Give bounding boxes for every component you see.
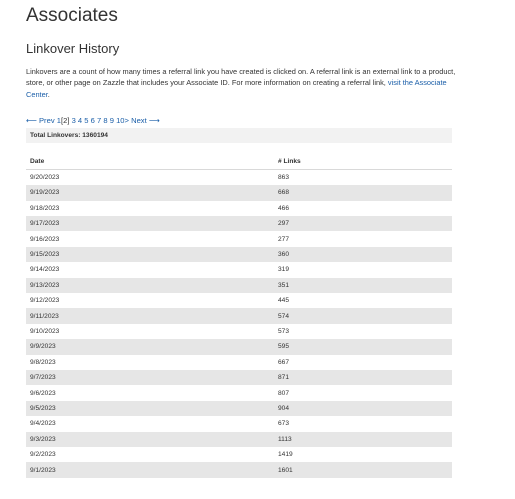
table-row — [26, 447, 452, 462]
page-numbers — [57, 116, 129, 125]
page-link-7[interactable]: 7 — [97, 115, 102, 125]
cell-links: 1601 — [274, 462, 452, 477]
cell-date: 9/11/2023 — [26, 308, 274, 323]
table-row — [26, 293, 452, 308]
table-row — [26, 370, 452, 385]
table-row — [26, 339, 452, 354]
total-linkovers: Total Linkovers: 1360194 — [26, 128, 452, 143]
prev-page-link[interactable]: ⟵ Prev — [26, 115, 55, 125]
cell-date: 9/5/2023 — [26, 401, 274, 416]
cell-date: 9/20/2023 — [30, 174, 60, 182]
page-link-4[interactable]: 4 — [77, 115, 83, 125]
cell-links: 595 — [274, 339, 452, 354]
cell-links: 445 — [278, 297, 290, 305]
table-body — [26, 169, 452, 477]
page-link-5[interactable]: 5 — [84, 115, 89, 125]
table-row — [26, 308, 452, 323]
table-row — [26, 201, 452, 216]
cell-date: 9/12/2023 — [30, 297, 60, 305]
cell-date: 9/4/2023 — [30, 420, 56, 428]
cell-date: 9/6/2023 — [30, 389, 56, 397]
cell-date: 9/15/2023 — [26, 247, 274, 262]
cell-links: 673 — [278, 420, 290, 428]
section-title: Linkover History — [26, 41, 120, 56]
associate-center-link[interactable]: visit the Associate Center — [26, 78, 447, 99]
cell-date: 9/10/2023 — [30, 327, 60, 335]
description-end: . — [47, 89, 50, 99]
current-page: [2] — [60, 115, 70, 125]
cell-date: 9/14/2023 — [30, 266, 60, 274]
cell-links: 360 — [274, 247, 452, 262]
cell-links: 863 — [278, 174, 290, 182]
page-link-6[interactable]: 6 — [90, 115, 95, 125]
description-body: Linkovers are a count of how many times a referral link you have created is clicked on. A referral link is an external link to a product, store, or other page on Zazzle that includes your Associate ID. For more information on creating a referral link, — [26, 67, 456, 88]
header-links: # Links — [274, 154, 452, 170]
cell-links: 466 — [278, 204, 290, 212]
cell-date: 9/3/2023 — [26, 432, 274, 447]
table-row — [26, 216, 452, 231]
table-row — [26, 401, 452, 416]
cell-date: 9/8/2023 — [30, 358, 56, 366]
table-row — [26, 169, 452, 185]
table-row — [26, 355, 452, 370]
table-row — [26, 278, 452, 293]
table-row — [26, 324, 452, 339]
cell-date: 9/7/2023 — [26, 370, 274, 385]
cell-date: 9/17/2023 — [26, 216, 274, 231]
cell-links: 573 — [278, 327, 290, 335]
table-row — [26, 416, 452, 431]
page-link-10[interactable]: 10> — [116, 115, 129, 125]
cell-links: 667 — [278, 358, 290, 366]
cell-date: 9/16/2023 — [30, 235, 60, 243]
page-link-3[interactable]: 3 — [71, 115, 76, 125]
table-row — [26, 185, 452, 200]
table-header-row — [26, 154, 452, 170]
cell-links: 1419 — [278, 451, 293, 459]
table-row — [26, 262, 452, 277]
cell-links: 297 — [274, 216, 452, 231]
page-link-1[interactable]: 1 — [56, 115, 61, 125]
table-row — [26, 247, 452, 262]
table-row — [26, 432, 452, 447]
cell-date: 9/19/2023 — [26, 185, 274, 200]
linkover-table — [26, 154, 452, 478]
cell-links: 807 — [278, 389, 290, 397]
pagination — [26, 116, 489, 126]
header-date: Date — [26, 154, 274, 170]
cell-links: 871 — [274, 370, 452, 385]
cell-links: 904 — [274, 401, 452, 416]
next-page-link[interactable]: Next ⟶ — [131, 115, 160, 125]
cell-links: 668 — [274, 185, 452, 200]
page-link-8[interactable]: 8 — [103, 115, 108, 125]
cell-links: 351 — [274, 278, 452, 293]
page-link-9[interactable]: 9 — [109, 115, 114, 125]
page-title: Associates — [26, 5, 118, 26]
cell-date: 9/9/2023 — [26, 339, 274, 354]
table-row — [26, 462, 452, 477]
description-text — [26, 66, 456, 100]
cell-date: 9/18/2023 — [30, 204, 60, 212]
table-row — [26, 385, 452, 400]
cell-date: 9/13/2023 — [26, 278, 274, 293]
cell-links: 319 — [278, 266, 290, 274]
cell-date: 9/2/2023 — [30, 451, 56, 459]
cell-links: 1113 — [274, 432, 452, 447]
cell-links: 277 — [278, 235, 290, 243]
cell-links: 574 — [274, 308, 452, 323]
table-row — [26, 231, 452, 246]
cell-date: 9/1/2023 — [26, 462, 274, 477]
